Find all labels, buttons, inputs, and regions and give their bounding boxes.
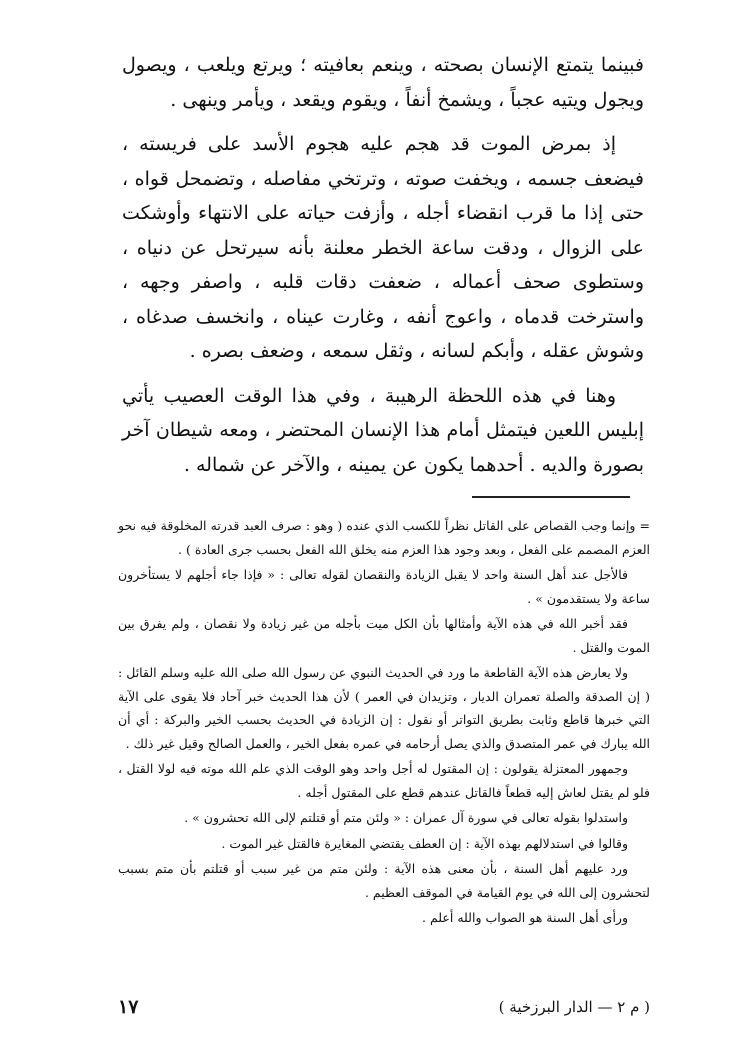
footnote: وجمهور المعتزلة يقولون : إن المقتول له أجل واحد وهو الوقت الذي علم الله موته فيه لولا القتل ، فلو لم يقتل لعاش إليه قطعاً فالقاتل عندهم قطع على المقتول أجله . — [118, 761, 650, 800]
page-footer — [118, 996, 650, 1024]
paragraph: إذ بمرض الموت قد هجم عليه هجوم الأسد على فريسته ، فيضعف جسمه ، ويخفت صوته ، وترتخي مفاصله ، وتضمحل قواه ، حتى إذا ما قرب انقضاء أجله ، وأزفت حياته على الانتهاء وأوشكت على الزوال ، ودقت ساعة الخطر معلنة بأنه سيرتحل عن دنياه ، وستطوى صحف أعماله ، ضعفت دقات قلبه ، واصفر وجهه ، واسترخت قدماه ، واعوج أنفه ، وغارت عيناه ، وانخسف صدغاه ، وشوش عقله ، وأبكم لسانه ، وثقل سمعه ، وضعف بصره . — [122, 133, 644, 362]
footnote: فالأجل عند أهل السنة واحد لا يقبل الزيادة والنقصان لقوله تعالى : « فإذا جاء أجلهم لا يستأخرون ساعة ولا يستقدمون » . — [118, 567, 650, 606]
footnote: فقد أخبر الله في هذه الآية وأمثالها بأن الكل ميت بأجله من غير زيادة ولا نقصان ، ولم يفرق بين الموت والقتل . — [118, 616, 650, 655]
signature-mark: ( م ٢ — الدار البرزخية ) — [498, 998, 650, 1016]
footnote: ولا يعارض هذه الآية القاطعة ما ورد في الحديث النبوي عن رسول الله صلى الله عليه وسلم القائل : ( إن الصدقة والصلة تعمران الديار ، وتزيدان في العمر ) لأن هذا الحديث خبر آحاد فلا يقوى على الآية التي خبرها قاطع وثابت بطريق التواتر أو نقول : إن الزيادة في الحديث بحسب الخير والبركة : أي أن الله يبارك في عمر المتصدق والذي يصل أرحامه في عمره بفعل الخير ، والعمل الصالح وقيل غير ذلك . — [118, 665, 650, 751]
footnotes — [118, 514, 650, 932]
main-text — [122, 48, 644, 492]
paragraph: وهنا في هذه اللحظة الرهيبة ، وفي هذا الوقت العصيب يأتي إبليس اللعين فيتمثل أمام هذا الإنسان المحتضر ، ومعه شيطان آخر بصورة والديه . أحدهما يكون عن يمينه ، والآخر عن شماله . — [122, 384, 644, 476]
paragraph: فبينما يتمتع الإنسان بصحته ، وينعم بعافيته ؛ ويرتع ويلعب ، ويصول ويجول ويتيه عجباً ، ويشمخ أنفاً ، ويقوم ويقعد ، ويأمر وينهى . — [122, 54, 644, 111]
footnote: ورأى أهل السنة هو الصواب والله أعلم . — [422, 910, 628, 925]
footnote: واستدلوا بقوله تعالى في سورة آل عمران : « ولئن متم أو قتلتم لإلى الله تحشرون » . — [184, 810, 628, 825]
footnote-separator — [472, 496, 630, 498]
page-number: ١٧ — [118, 996, 139, 1018]
footnote: = وإنما وجب القصاص على القاتل نظراً للكسب الذي عنده ( وهو : صرف العبد قدرته المخلوقة فيه نحو العزم المصمم على الفعل ، وبعد وجود هذا العزم منه يخلق الله الفعل بحسب جرى العادة ) . — [118, 518, 650, 557]
footnote: ورد عليهم أهل السنة ، بأن معنى هذه الآية : ولئن متم من غير سبب أو قتلتم بأن متم بسبب لتحشرون إلى الله في يوم القيامة في الموقف العظيم . — [118, 861, 650, 900]
footnote: وقالوا في استدلالهم بهذه الآية : إن العطف يقتضي المغايرة فالقتل غير الموت . — [221, 835, 628, 851]
